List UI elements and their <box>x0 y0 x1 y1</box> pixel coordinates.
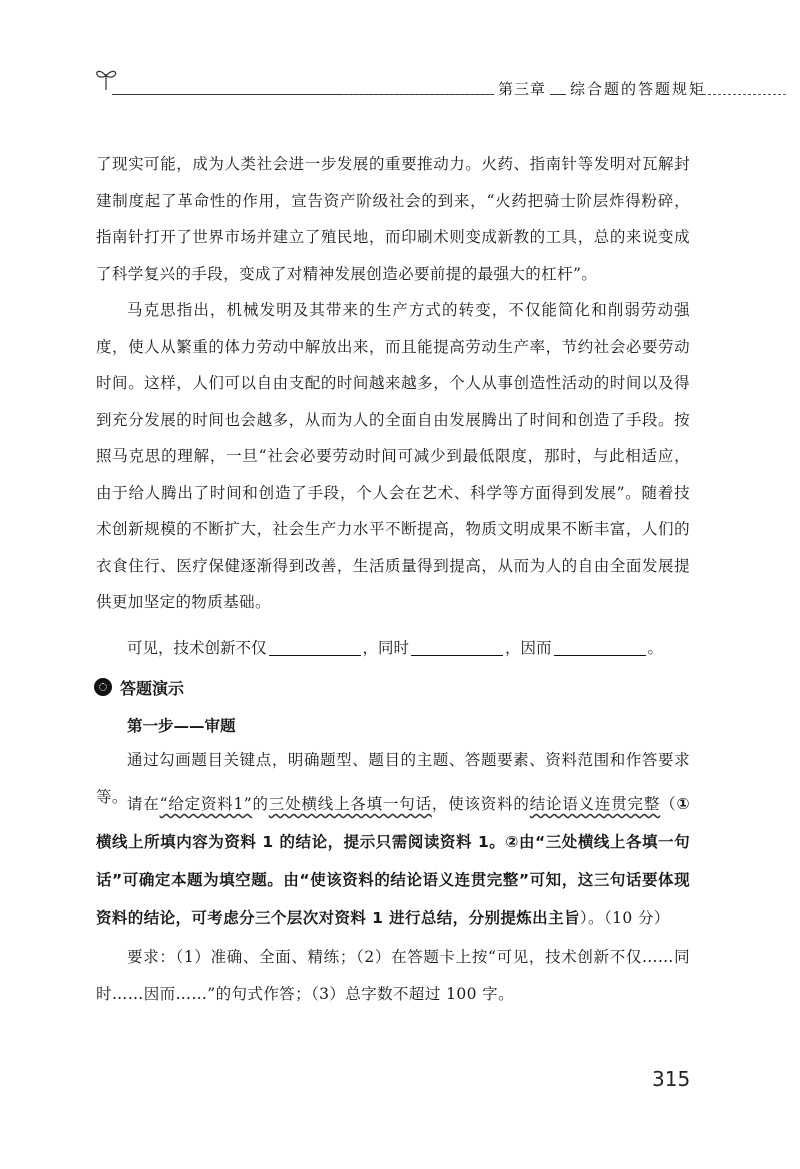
flower-bullet-icon <box>94 678 112 696</box>
p4-wavy-1: “给定资料1” <box>159 795 253 813</box>
p4-text-a: 请在 <box>127 795 160 813</box>
body-paragraph-2: 马克思指出，机械发明及其带来的生产方式的转变，不仅能简化和削弱劳动强度，使人从繁重的体力劳动中解放出来，而且能提高劳动生产率，节约社会必要劳动时间。这样，人们可以自由支配的时间越来越多，个人从事创造性活动的时间以及得到充分发展的时间也会越多，从而为人的全面自由发展腾出了时间和创造了手段。按照马克思的理解，一旦“社会必要劳动时间可减少到最低限度，那时，与此相适应，由于给人腾出了时间和创造了手段，个人会在艺术、科学等方面得到发展”。随着技术创新规模的不断扩大，社会生产力水平不断提高，物质文明成果不断丰富，人们的衣食住行、医疗保健逐渐得到改善，生活质量得到提高，从而为人的自由全面发展提供更加坚定的物质基础。 <box>96 301 690 611</box>
blank-3 <box>554 639 646 656</box>
analysis-paragraph-2 <box>96 785 690 937</box>
chapter-number: 第三章 <box>494 78 550 99</box>
step-heading: 第一步——审题 <box>127 717 236 735</box>
fill-mid-2: ，因而 <box>505 639 552 657</box>
fill-mid-1: ，同时 <box>362 639 410 657</box>
p4-text-b: 的 <box>252 795 269 813</box>
body-paragraph-1: 了现实可能，成为人类社会进一步发展的重要推动力。火药、指南针等发明对瓦解封建制度起了革命性的作用，宣告资产阶级社会的到来，“火药把骑士阶层炸得粉碎，指南针打开了世界市场并建立了殖民地，而印刷术则变成新教的工具，总的来说变成了科学复兴的手段，变成了对精神发展创造必要前提的最强大的杠杆”。 <box>96 155 690 283</box>
fill-in-sentence <box>127 636 663 658</box>
section-title: 答题演示 <box>120 679 185 698</box>
p4-text-c: ，使该资料的 <box>431 795 530 813</box>
header-rule-tail <box>698 94 786 95</box>
analysis-paragraph-1: 通过勾画题目关键点，明确题型、题目的主题、答题要素、资料范围和作答要求等。 <box>96 751 690 806</box>
p4-bold-note: ①横线上所填内容为资料 1 的结论，提示只需阅读资料 1。②由“三处横线上各填一句话”可确定本题为填空题。由“使该资料的结论语义连贯完整”可知，这三句话要体现资料的结论，可考虑分三个层次对资料 1 进行总结，分别提炼出主旨 <box>96 795 690 927</box>
p4-wavy-2: 三处横线上各填一句话 <box>268 795 432 813</box>
p4-close: ）。（10 分） <box>579 909 670 927</box>
chapter-title: 综合题的答题规矩 <box>566 78 710 99</box>
fill-end: 。 <box>647 639 664 657</box>
p4-open-paren: （ <box>660 795 677 813</box>
page-number: 315 <box>652 1067 691 1091</box>
sprout-icon <box>92 64 122 94</box>
blank-2 <box>411 639 503 656</box>
analysis-paragraph-3: 要求：（1）准确、全面、精练；（2）在答题卡上按“可见，技术创新不仅……同时……因而……”的句式作答；（3）总字数不超过 100 字。 <box>96 948 690 1003</box>
blank-1 <box>269 639 361 656</box>
fill-prefix: 可见，技术创新不仅 <box>127 639 267 657</box>
p4-wavy-3: 结论语义连贯完整 <box>529 795 661 813</box>
running-header <box>92 64 712 104</box>
